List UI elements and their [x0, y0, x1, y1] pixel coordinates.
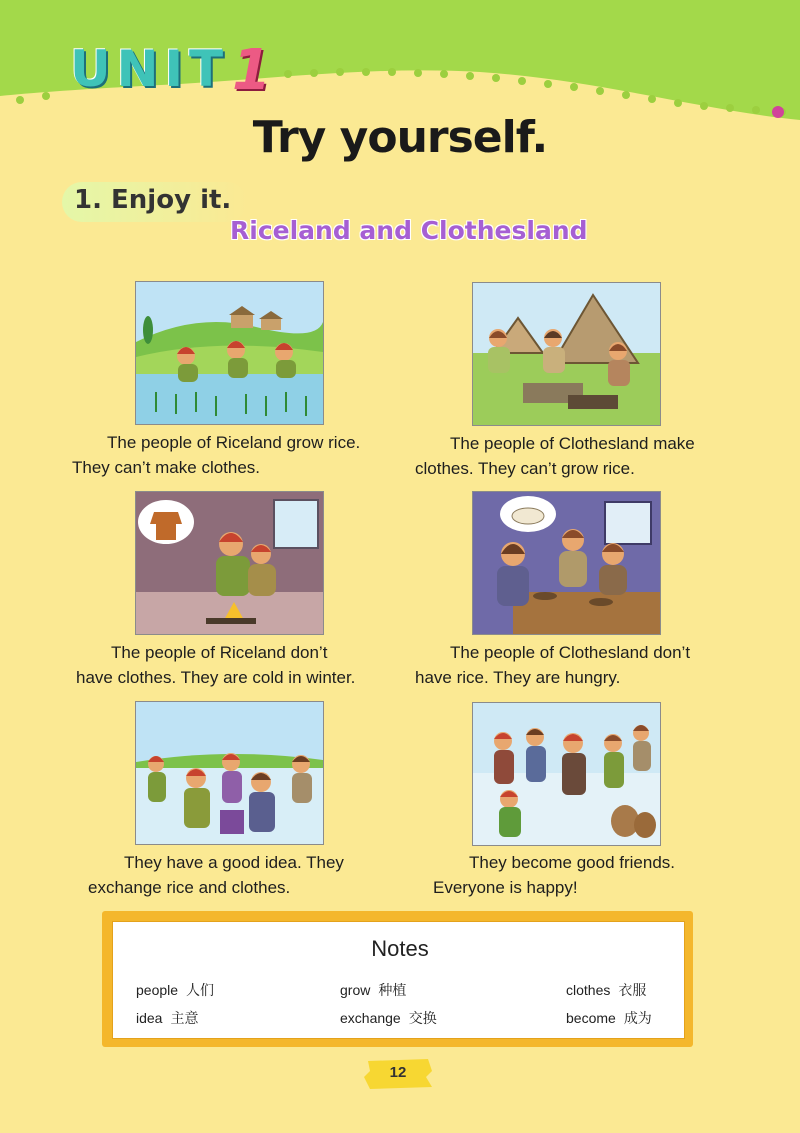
caption-line: exchange rice and clothes. [88, 878, 291, 897]
note-translation: 衣服 [618, 983, 647, 999]
caption-line: The people of Riceland don’t [111, 643, 328, 662]
note-translation: 人们 [186, 983, 215, 999]
caption-line: clothes. They can’t grow rice. [415, 459, 635, 478]
caption-line: They can’t make clothes. [72, 458, 261, 477]
page-title: Try yourself. [252, 112, 548, 163]
illustration-friends [472, 702, 661, 846]
caption-line: The people of Riceland grow rice. [107, 433, 361, 452]
illustration-hungry [472, 491, 661, 635]
note-translation: 种植 [378, 983, 407, 999]
note-item [136, 980, 214, 1000]
note-item [566, 1008, 652, 1028]
illustration-cold-winter [135, 491, 324, 635]
note-translation: 成为 [623, 1011, 652, 1027]
notes-title: Notes [371, 936, 429, 961]
note-word: become [566, 1010, 616, 1026]
note-word: people [136, 982, 179, 998]
unit-title: UNIT [70, 40, 230, 98]
section-label: 1. Enjoy it. [74, 185, 232, 215]
note-word: idea [136, 1010, 163, 1026]
note-translation: 主意 [170, 1011, 199, 1027]
caption-line: have clothes. They are cold in winter. [76, 668, 356, 687]
unit-number: 1 [232, 38, 271, 103]
story-title: Riceland and Clothesland [230, 216, 588, 245]
caption-line: Everyone is happy! [433, 878, 578, 897]
illustration-clothes-making [472, 282, 661, 426]
page-number: 12 [389, 1064, 407, 1081]
illustration-exchange [135, 701, 324, 845]
caption-line: They become good friends. [469, 853, 676, 872]
note-word: grow [340, 982, 371, 998]
note-item [566, 980, 646, 1000]
note-word: exchange [340, 1010, 401, 1026]
illustration-rice-field [135, 281, 324, 425]
note-item [136, 1008, 198, 1028]
note-item [340, 980, 406, 1000]
note-word: clothes [566, 982, 611, 998]
caption-line: The people of Clothesland make [450, 434, 695, 453]
caption-line: have rice. They are hungry. [415, 668, 621, 687]
caption-line: The people of Clothesland don’t [450, 643, 691, 662]
note-item [340, 1008, 437, 1028]
note-translation: 交换 [408, 1011, 437, 1027]
caption-line: They have a good idea. They [124, 853, 344, 872]
